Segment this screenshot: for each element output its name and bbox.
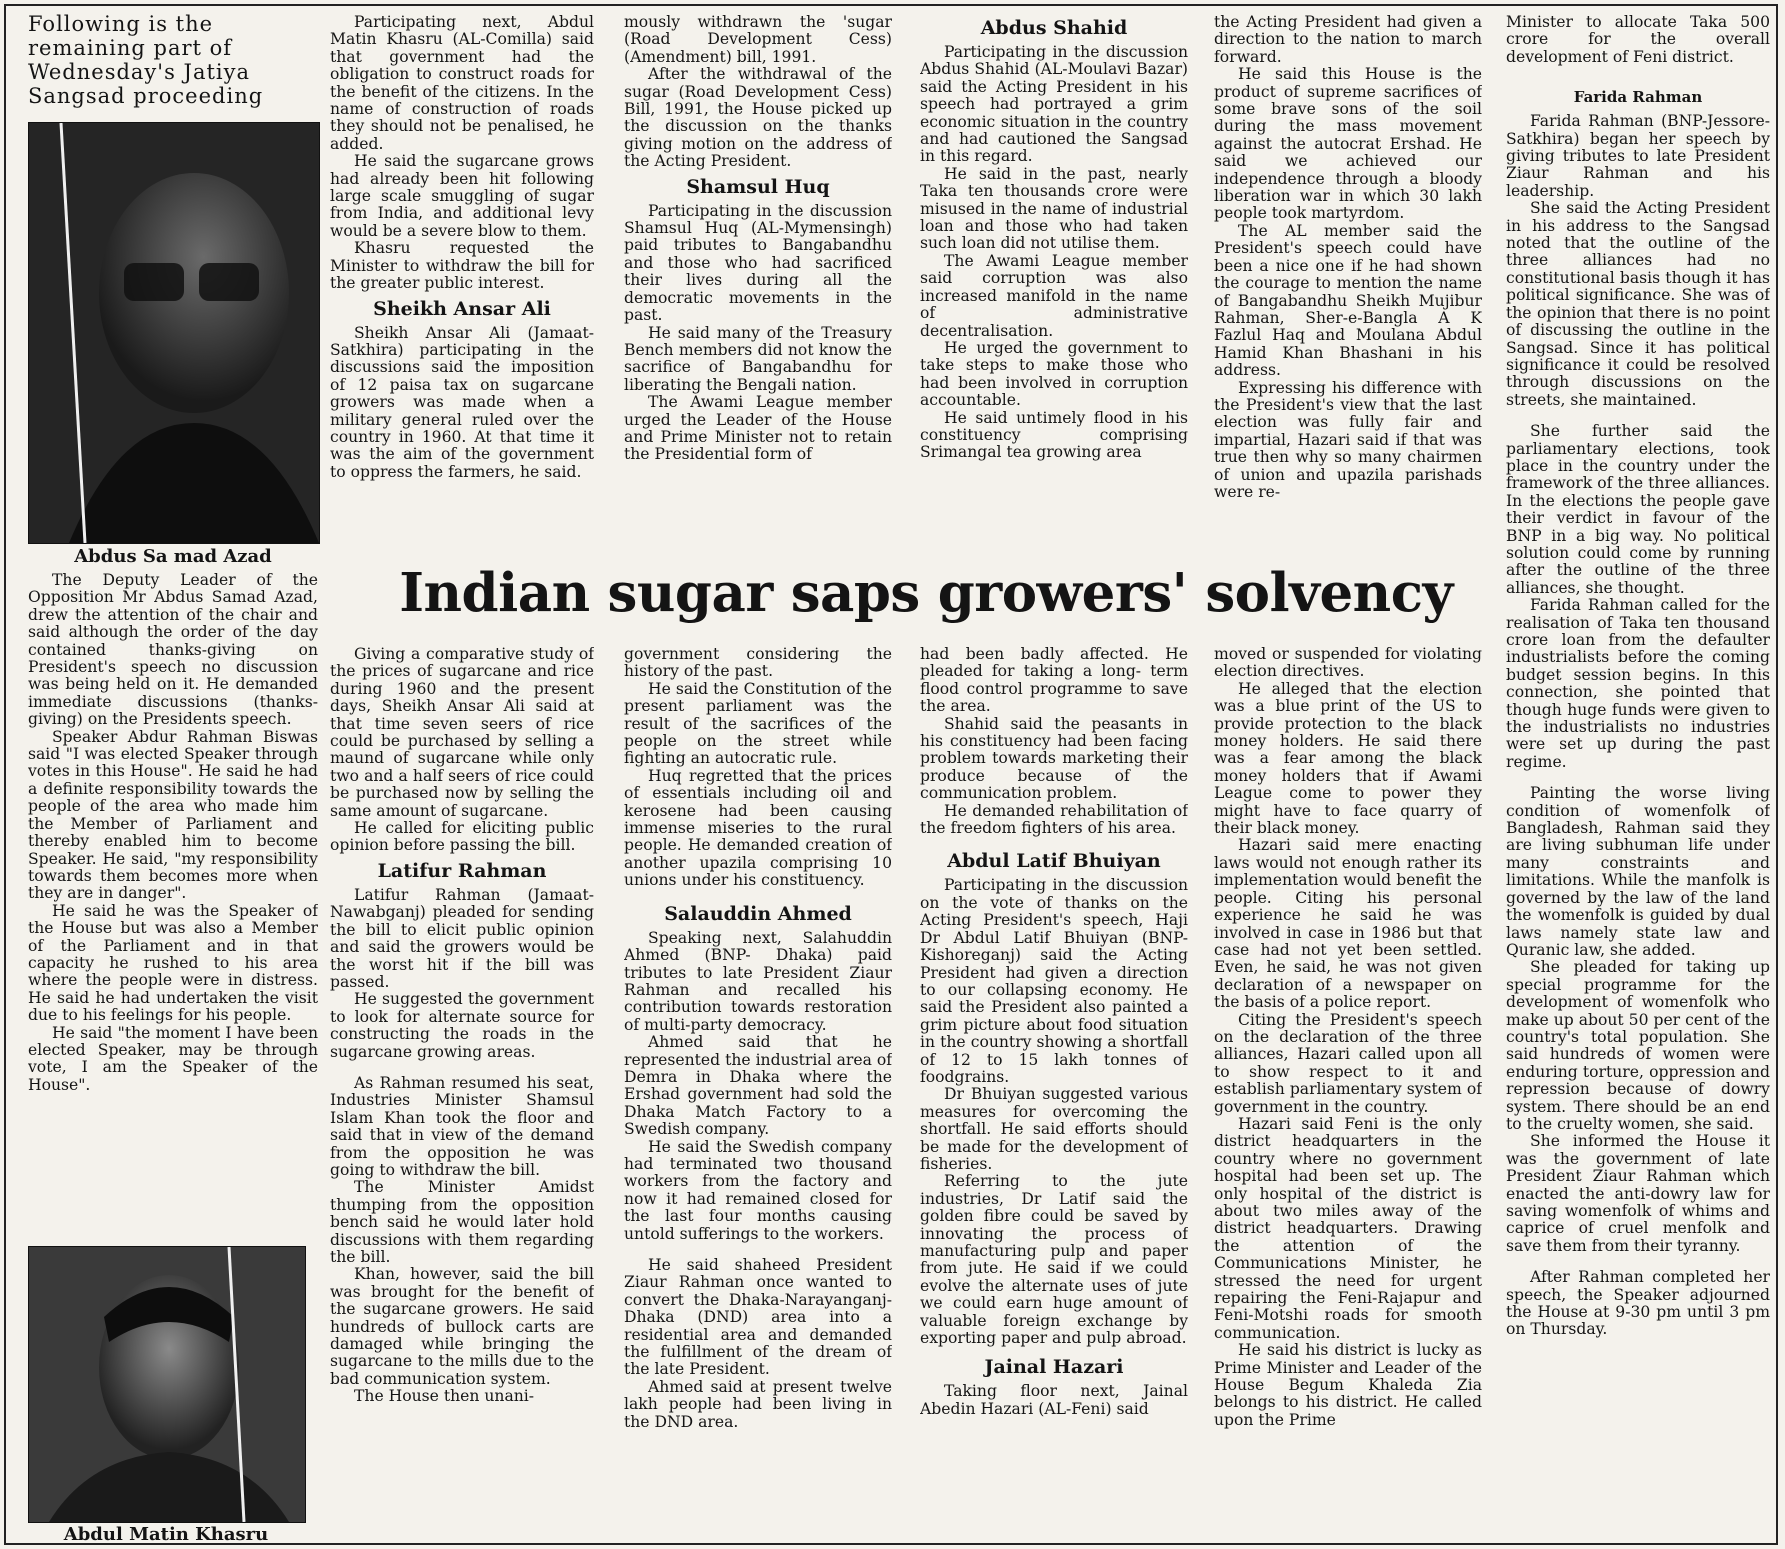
- paragraph: He alleged that the election was a blue print of the US to provide protection to the black money holders. He said there was a fear among the black money holders that if Awami League come to power they might have to face quarry of their black money.: [1214, 679, 1482, 838]
- paragraph: Participating in the discussion on the vote of thanks on the Acting President's speech, Haji Dr Abdul Latif Bhuiyan (BNP-Kishoreganj) said the Acting President had given a direction to our collapsing economy. He said the President also painted a grim picture about food situation in the country showing a shortfall of 12 to 15 lakh tonnes of foodgrains.: [920, 876, 1188, 1086]
- paragraph: He said untimely flood in his constituency comprising Srimangal tea growing area: [920, 408, 1188, 462]
- paragraph: moved or suspended for violating election directives.: [1214, 646, 1482, 681]
- paragraph: Hazari said Feni is the only district headquarters in the country where no government hospital had been set up. The only hospital of the district is about two miles away of the district headquarters. Drawing the attention of the Communications Minister, he stressed the need for urgent repairing the Feni-Rajapur and Feni-Motshi roads for smooth communication.: [1214, 1114, 1482, 1342]
- paragraph: Sheikh Ansar Ali (Jamaat-Satkhira) participating in the discussions said the imposition of 12 paisa tax on sugarcane growers was made when a military general ruled over the country in 1960. At that time it was the aim of the government to oppress the farmers, he said.: [330, 323, 594, 481]
- paragraph: He said he was the Speaker of the House but was also a Member of the Parliament and in that capacity he rushed to his area where the people were in distress. He said he had undertaken the visit due to his feelings for his people.: [28, 901, 318, 1025]
- paragraph: Taking floor next, Jainal Abedin Hazari (AL-Feni) said: [920, 1382, 1188, 1418]
- paragraph: Speaking next, Salahuddin Ahmed (BNP- Dhaka) paid tributes to late President Ziaur Rahman and recalled his contribution towards restoration of multi-party democracy.: [624, 928, 892, 1034]
- paragraph: He suggested the government to look for alternate source for constructing the roads in the sugarcane growing areas.: [330, 990, 594, 1061]
- paragraph: Farida Rahman (BNP-Jessore-Satkhira) began her speech by giving tributes to late President Ziaur Rahman and his leadership.: [1506, 112, 1770, 200]
- photo-abdus-samad-azad: [28, 122, 320, 544]
- photo-caption-top: Abdus Sa mad Azad: [74, 546, 272, 567]
- paragraph: After the withdrawal of the sugar (Road Development Cess) Bill, 1991, the House picked up the discussion on the thanks giving motion on the address of the Acting President.: [624, 65, 892, 171]
- paragraph: The House then unani-: [354, 1387, 535, 1406]
- column-3-top: [624, 14, 892, 554]
- paragraph: He said many of the Treasury Bench members did not know the sacrifice of Bangabandhu for liberating the Bengali nation.: [624, 323, 892, 394]
- section-heading: Salauddin Ahmed: [664, 902, 852, 925]
- section-heading: Abdus Shahid: [980, 17, 1128, 39]
- paragraph: Huq regretted that the prices of essentials including oil and kerosene had been causing immense miseries to the rural people. He demanded creation of another upazila comprising 10 unions under his constituency.: [624, 766, 892, 890]
- paragraph: She said the Acting President in his address to the Sangsad noted that the outline of the three alliances had no constitutional basis though it has political significance. She was of the opinion that there is no point of discussing the outline in the Sangsad. Since it has political significance it could be resolved through discussions on the streets, she maintained.: [1506, 199, 1770, 409]
- paragraph: He said this House is the product of supreme sacrifices of some brave sons of the soil during the mass movement against the autocrat Ershad. He said we achieved our independence through a bloody liberation war in which 30 lakh people took martyrdom.: [1214, 65, 1482, 223]
- portrait-image: [29, 1247, 305, 1522]
- paragraph: Shahid said the peasants in his constituency had been facing problem towards marketing their produce because of the communication problem.: [920, 714, 1188, 803]
- column-2-bottom: [330, 646, 594, 1536]
- paragraph: He demanded rehabilitation of the freedom fighters of his area.: [920, 801, 1188, 838]
- paragraph: Participating in the discussion Abdus Shahid (AL-Moulavi Bazar) said the Acting President in his speech had portrayed a grim economic situation in the country and had cautioned the Sangsad in this regard.: [920, 43, 1188, 166]
- paragraph: He said his district is lucky as Prime Minister and Leader of the House Begum Khaleda Zia belongs to his district. He called upon the Prime: [1214, 1341, 1482, 1429]
- column-5-top: [1214, 14, 1482, 554]
- paragraph: He called for eliciting public opinion before passing the bill.: [330, 819, 594, 855]
- paragraph: Participating in the discussion Shamsul Huq (AL-Mymensingh) paid tributes to Bangabandhu and those who had sacrificed their lives during all the democratic movements in the past.: [624, 201, 892, 325]
- paragraph: As Rahman resumed his seat, Industries Minister Shamsul Islam Khan took the floor and said that in view of the demand from the opposition he was going to withdraw the bill.: [330, 1073, 594, 1179]
- column-4-bottom: [920, 646, 1188, 1536]
- column-5-bottom: [1214, 646, 1482, 1536]
- paragraph: The Awami League member said corruption was also increased manifold in the name of administrative decentralisation.: [920, 251, 1188, 340]
- paragraph: The Minister Amidst thumping from the opposition bench said he would later hold discussions with them regarding the bill.: [330, 1178, 594, 1266]
- paragraph: Speaker Abdur Rahman Biswas said "I was elected Speaker through votes in this House". He said he had a definite responsibility towards the people of the area who made him the Member of Parliament and thereby enabled him to become Speaker. He said, "my responsibility towards them becomes more when they are in danger".: [28, 727, 318, 903]
- paragraph: The AL member said the President's speech could have been a nice one if he had shown the courage to mention the name of Bangabandhu Sheikh Mujibur Rahman, Sher-e-Bangla A K Fazlul Haq and Moulana Abdul Hamid Khan Bhashani in his address.: [1214, 221, 1482, 380]
- column-6: [1506, 14, 1770, 1536]
- paragraph: Giving a comparative study of the prices of sugarcane and rice during 1960 and the present days, Sheikh Ansar Ali said at that time seven seers of rice could be purchased by selling a maund of sugarcane while only two and a half seers of rice could be purchased now by selling the same amount of sugarcane.: [330, 646, 594, 820]
- section-heading: Sheikh Ansar Ali: [373, 297, 551, 320]
- paragraph: She pleaded for taking up special programme for the development of womenfolk who make up about 50 per cent of the country's total population. She said hundreds of women were enduring torture, oppression and repression because of dowry system. There should be an end to the cruelty women, she said.: [1506, 958, 1770, 1133]
- section-heading: Latifur Rahman: [377, 859, 547, 882]
- paragraph: She informed the House it was the government of late President Ziaur Rahman which enacted the anti-dowry law for saving womenfolk of whims and caprice of cruel menfolk and save them from their tyranny.: [1506, 1132, 1770, 1255]
- paragraph: Dr Bhuiyan suggested various measures for overcoming the shortfall. He said efforts should be made for the development of fisheries.: [920, 1085, 1188, 1173]
- paragraph: Participating next, Abdul Matin Khasru (AL-Comilla) said that government had the obligation to construct roads for the benefit of the citizens. In the name of construction of roads they should not be penalised, he added.: [330, 14, 594, 153]
- paragraph: Ahmed said at present twelve lakh people had been living in the DND area.: [624, 1377, 892, 1431]
- paragraph: mously withdrawn the 'sugar (Road Development Cess) (Amendment) bill, 1991.: [624, 14, 892, 66]
- paragraph: Expressing his difference with the President's view that the last election was fully fair and impartial, Hazari said if that was true then why so many chairmen of union and upazila parishads were re-: [1214, 378, 1482, 501]
- paragraph: Citing the President's speech on the declaration of the three alliances, Hazari called upon all to show respect to it and establish parliamentary system of government in the country.: [1214, 1010, 1482, 1116]
- paragraph: Khasru requested the Minister to withdraw the bill for the greater public interest.: [330, 239, 594, 293]
- photo-abdul-matin-khasru: [28, 1246, 306, 1523]
- paragraph: government considering the history of the past.: [624, 646, 892, 681]
- column-4-top: [920, 14, 1188, 554]
- paragraph: Hazari said mere enacting laws would not enough rather its implementation would benefit the people. Citing his personal experience he said he was involved in case in 1986 but that case had not yet been settled. Even, he said, he was not given declaration of a newspaper on the basis of a police report.: [1214, 836, 1482, 1012]
- paragraph: Painting the worse living condition of womenfolk of Bangladesh, Rahman said they are living subhuman life under many constraints and limitations. While the manfolk is governed by the law of the land the womenfolk is guided by dual laws namely state law and Quranic law, she added.: [1506, 784, 1770, 959]
- column-2-top: [330, 14, 594, 554]
- column-3-bottom: [624, 646, 892, 1536]
- portrait-image: [29, 123, 319, 543]
- paragraph: Minister to allocate Taka 500 crore for the overall development of Feni district.: [1506, 14, 1770, 66]
- intro-column: [28, 12, 318, 112]
- paragraph: He said the Swedish company had terminated two thousand workers from the factory and now it had remained closed for the last four months causing untold sufferings to the workers.: [624, 1137, 892, 1243]
- paragraph: had been badly affected. He pleaded for taking a long- term flood control programme to save the area.: [920, 646, 1188, 716]
- section-heading: Jainal Hazari: [984, 1356, 1124, 1379]
- photo-caption-bottom: Abdul Matin Khasru: [63, 1524, 269, 1545]
- paragraph: He said shaheed President Ziaur Rahman once wanted to convert the Dhaka-Narayanganj-Dhaka (DND) area into a residential area and demanded the fulfillment of the dream of the late President.: [624, 1256, 892, 1379]
- intro-text: Following is the remaining part of Wednesday's Jatiya Sangsad proceeding: [28, 12, 264, 108]
- paragraph: He said "the moment I have been elected Speaker, may be through vote, I am the Speaker of the House".: [28, 1023, 318, 1094]
- headline: Indian sugar saps growers' solvency: [399, 562, 1453, 624]
- section-heading: Abdul Latif Bhuiyan: [947, 850, 1161, 873]
- paragraph: He said the Constitution of the present parliament was the result of the sacrifices of the people on the street while fighting an autocratic rule.: [624, 679, 892, 768]
- paragraph: Farida Rahman called for the realisation of Taka ten thousand crore loan from the defaulter industrialists before the coming budget session begins. In this connection, she pointed that though huge funds were given to the industrialists no industries were set up during the past regime.: [1506, 596, 1770, 771]
- paragraph: Ahmed said that he represented the industrial area of Demra in Dhaka where the Ershad government had sold the Dhaka Match Factory to a Swedish company.: [624, 1033, 892, 1139]
- paragraph: the Acting President had given a direction to the nation to march forward.: [1214, 14, 1482, 66]
- paragraph: Khan, however, said the bill was brought for the benefit of the sugarcane growers. He said hundreds of bullock carts are damaged while bringing the sugarcane to the mills due to the bad communication system.: [330, 1265, 594, 1388]
- paragraph: She further said the parliamentary elections, took place in the country under the framework of the three alliances. In the elections the people gave their verdict in favour of the BNP in a big way. No political solution could come by running after the outline of the three alliances, she thought.: [1506, 422, 1770, 597]
- paragraph: Referring to the jute industries, Dr Latif said the golden fibre could be saved by innovating the process of manufacturing pulp and paper from jute. He said if we could evolve the alternate uses of jute we could earn huge amount of valuable foreign exchange by exporting paper and pulp abroad.: [920, 1172, 1188, 1348]
- paragraph: He urged the government to take steps to make those who had been involved in corruption accountable.: [920, 338, 1188, 410]
- paragraph: The Deputy Leader of the Opposition Mr Abdus Samad Azad, drew the attention of the chair and said although the order of the day contained thanks-giving on President's speech no discussion was being held on it. He demanded immediate discussions (thanks-giving) on the Presidents speech.: [28, 572, 318, 729]
- section-heading: Shamsul Huq: [686, 175, 830, 198]
- section-heading: Farida Rahman: [1573, 88, 1703, 107]
- paragraph: After Rahman completed her speech, the Speaker adjourned the House at 9-30 pm until 3 pm on Thursday.: [1506, 1268, 1770, 1339]
- column-1-bottom: [28, 572, 318, 1240]
- paragraph: The Awami League member urged the Leader of the House and Prime Minister not to retain the Presidential form of: [624, 393, 892, 464]
- paragraph: Latifur Rahman (Jamaat-Nawabganj) pleaded for sending the bill to elicit public opinion and said the growers would be the worst hit if the bill was passed.: [330, 885, 594, 991]
- paragraph: He said in the past, nearly Taka ten thousands crore were misused in the name of industrial loan and those who had taken such loan did not utilise them.: [920, 164, 1188, 253]
- paragraph: He said the sugarcane grows had already been hit following large scale smuggling of sugar from India, and additional levy would be a severe blow to them.: [330, 152, 594, 240]
